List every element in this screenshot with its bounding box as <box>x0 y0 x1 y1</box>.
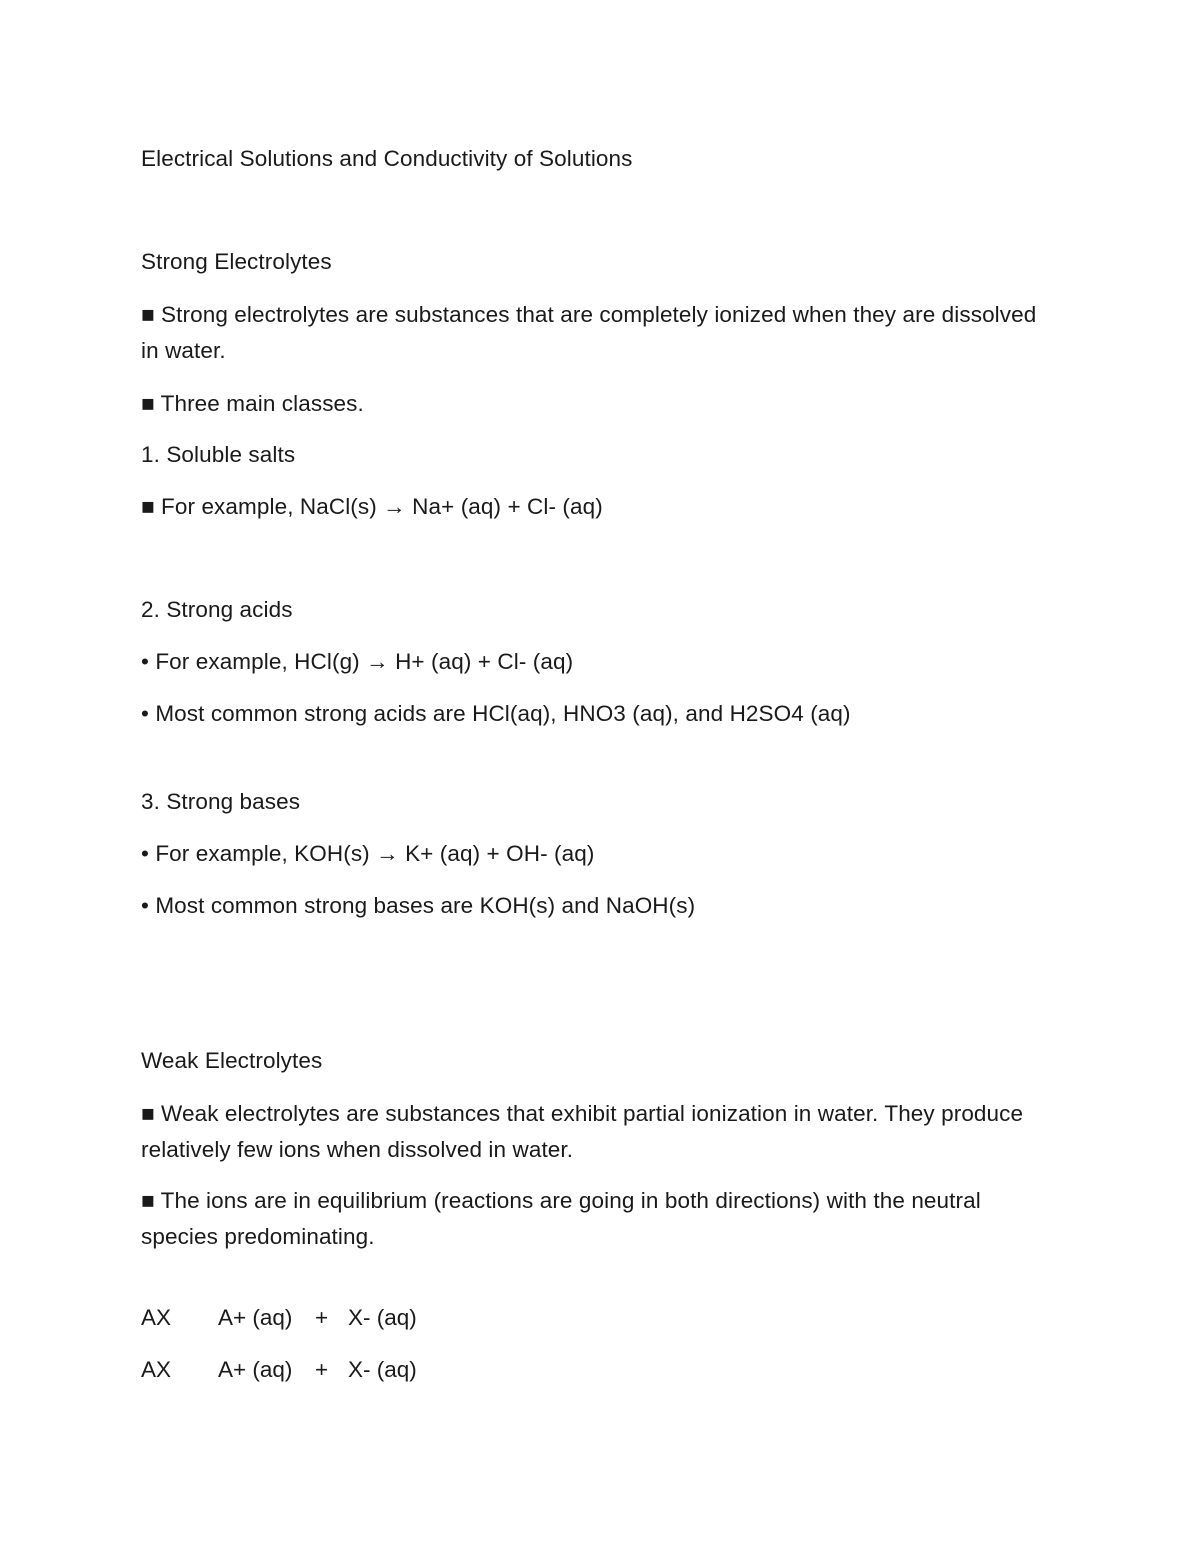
soluble-salts-example: ■ For example, NaCl(s) → Na+ (aq) + Cl- (aq) <box>141 494 603 519</box>
strong-acids-common: • Most common strong acids are HCl(aq), HNO3 (aq), and H2SO4 (aq) <box>141 701 851 726</box>
strong-bases-common: • Most common strong bases are KOH(s) and NaOH(s) <box>141 893 696 918</box>
strong-electrolytes-heading: Strong Electrolytes <box>141 249 332 274</box>
equation-reactant: AX <box>141 1357 172 1382</box>
three-classes-intro: ■ Three main classes. <box>141 391 364 416</box>
strong-bases-example: • For example, KOH(s) → K+ (aq) + OH- (aq) <box>141 841 595 866</box>
equation-reactant: AX <box>141 1305 172 1330</box>
equation-cation: A+ (aq) <box>218 1305 293 1330</box>
equilibrium-statement: ■ The ions are in equilibrium (reactions are going in both directions) with the neutral species predominating. <box>141 1188 981 1249</box>
strong-electrolytes-definition: ■ Strong electrolytes are substances that are completely ionized when they are dissolved in water. <box>141 302 1037 363</box>
soluble-salts-heading: 1. Soluble salts <box>141 442 296 467</box>
strong-bases-heading: 3. Strong bases <box>141 789 301 814</box>
equation-anion: X- (aq) <box>348 1357 417 1382</box>
strong-acids-heading: 2. Strong acids <box>141 597 293 622</box>
strong-acids-example: • For example, HCl(g) → H+ (aq) + Cl- (aq) <box>141 649 574 674</box>
equation-cation: A+ (aq) <box>218 1357 293 1382</box>
weak-electrolytes-definition: ■ Weak electrolytes are substances that exhibit partial ionization in water. They produce relatively few ions when dissolved in water. <box>141 1101 1024 1162</box>
document-title: Electrical Solutions and Conductivity of Solutions <box>141 146 633 171</box>
equation-plus: + <box>315 1305 329 1330</box>
weak-electrolytes-heading: Weak Electrolytes <box>141 1048 323 1073</box>
equation-anion: X- (aq) <box>348 1305 417 1330</box>
equation-plus: + <box>315 1357 329 1382</box>
